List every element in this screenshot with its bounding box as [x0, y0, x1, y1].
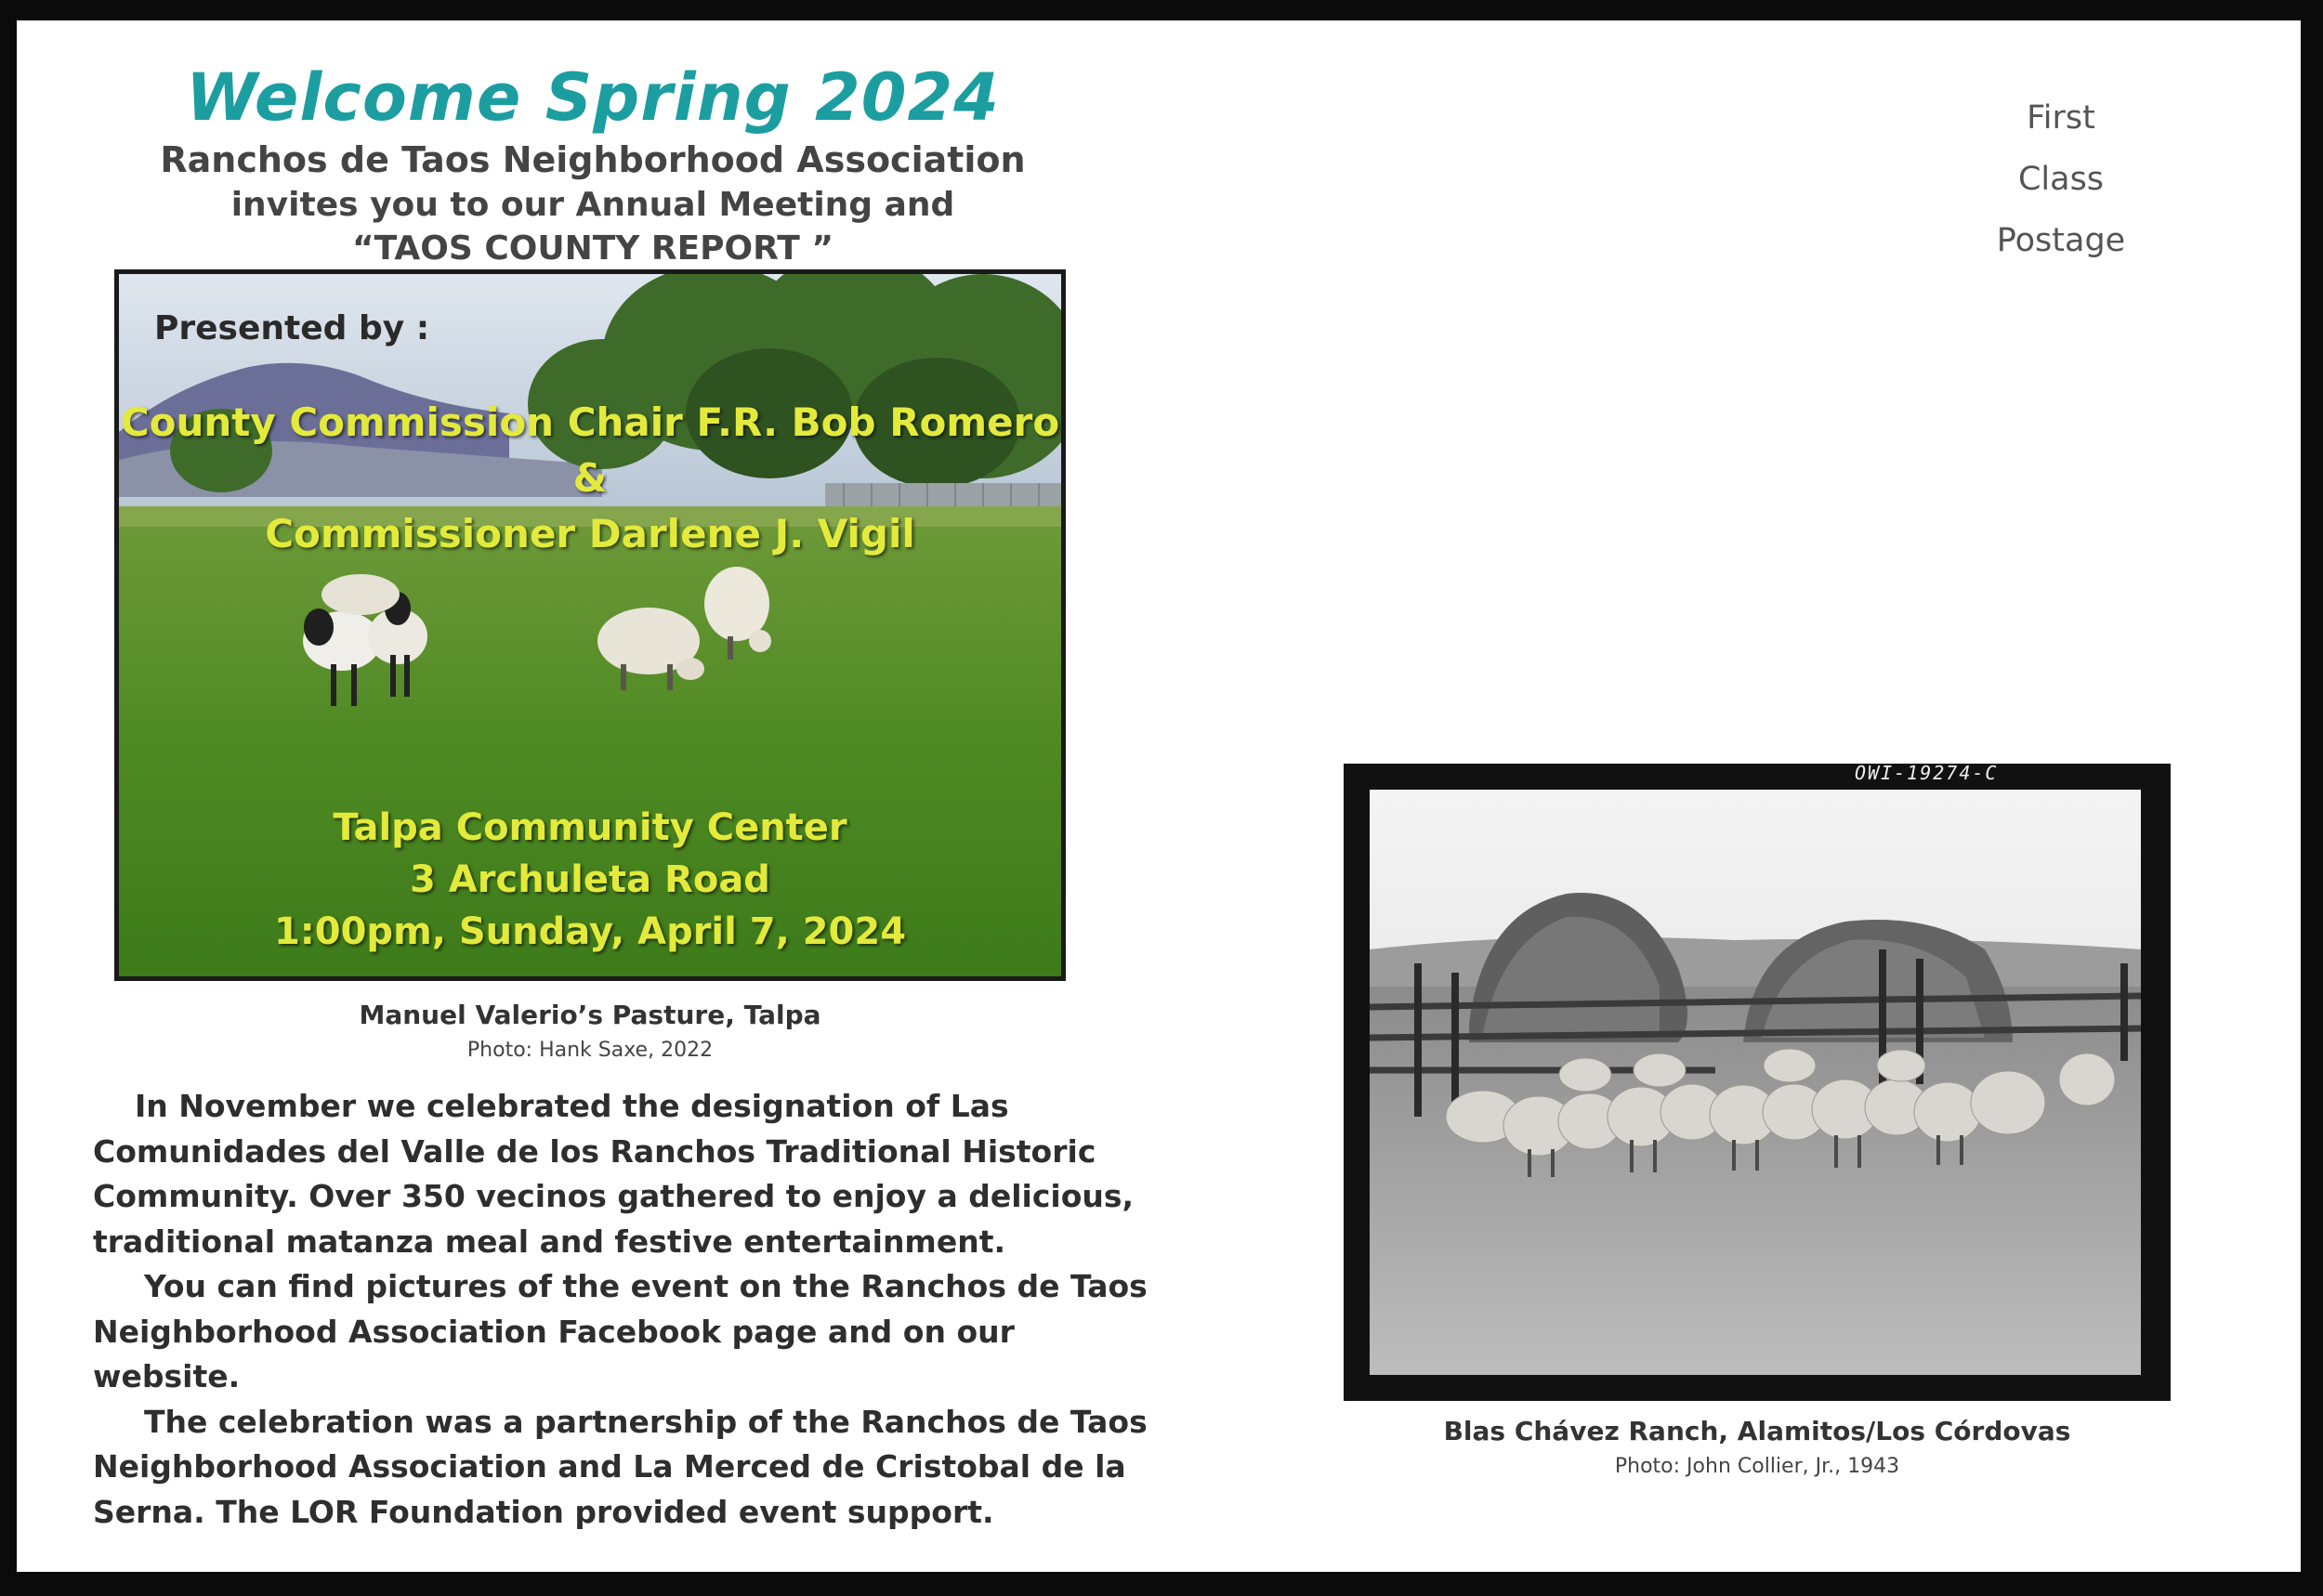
presenters: [119, 395, 1061, 562]
body-text: [93, 1084, 1171, 1535]
association-name: Ranchos de Taos Neighborhood Association: [160, 139, 1026, 180]
postage-box: [1987, 87, 2135, 271]
event-details: [119, 802, 1061, 958]
event-datetime: 1:00pm, Sunday, April 7, 2024: [273, 910, 907, 953]
body-paragraph-2: You can find pictures of the event on the Ranchos de Taos Neighborhood Association Facebook page and on our website.: [93, 1268, 1148, 1394]
body-paragraph-1: In November we celebrated the designation of Las Comunidades del Valle de los Ranchos Traditional Historic Community. Over 350 vecinos gathered to enjoy a delicious, traditional matanza meal and festive entertainment.: [93, 1088, 1135, 1260]
negative-number: OWI-19274-C: [1855, 762, 1999, 784]
historic-photo: [1344, 764, 2171, 1401]
pasture-caption: Manuel Valerio’s Pasture, Talpa: [359, 1000, 821, 1030]
presented-by-label: Presented by :: [154, 309, 430, 347]
venue-address: 3 Archuleta Road: [410, 858, 770, 901]
ranch-credit: Photo: John Collier, Jr., 1943: [1614, 1455, 1900, 1478]
postcard: [17, 20, 2301, 1572]
invite-line: invites you to our Annual Meeting and: [230, 186, 955, 224]
ranch-scene: [1344, 764, 2171, 1401]
postage-line-3: Postage: [1996, 222, 2126, 259]
postage-line-2: Class: [2017, 161, 2105, 198]
venue-name: Talpa Community Center: [333, 806, 847, 849]
page-title: Welcome Spring 2024: [186, 59, 1000, 136]
postage-line-1: First: [2027, 99, 2095, 137]
presenter-line-2: Commissioner Darlene J. Vigil: [265, 511, 915, 556]
presenter-line-1: County Commission Chair F.R. Bob Romero &: [120, 399, 1060, 501]
body-paragraph-3: The celebration was a partnership of the Ranchos de Taos Neighborhood Association and La Merced de Cristobal de la Serna. The LOR Foundation provided event support.: [93, 1403, 1148, 1530]
ranch-caption: Blas Chávez Ranch, Alamitos/Los Córdovas: [1443, 1416, 2071, 1446]
report-title: “TAOS COUNTY REPORT ”: [351, 229, 834, 268]
pasture-credit: Photo: Hank Saxe, 2022: [466, 1039, 714, 1062]
pasture-photo: [114, 269, 1066, 981]
